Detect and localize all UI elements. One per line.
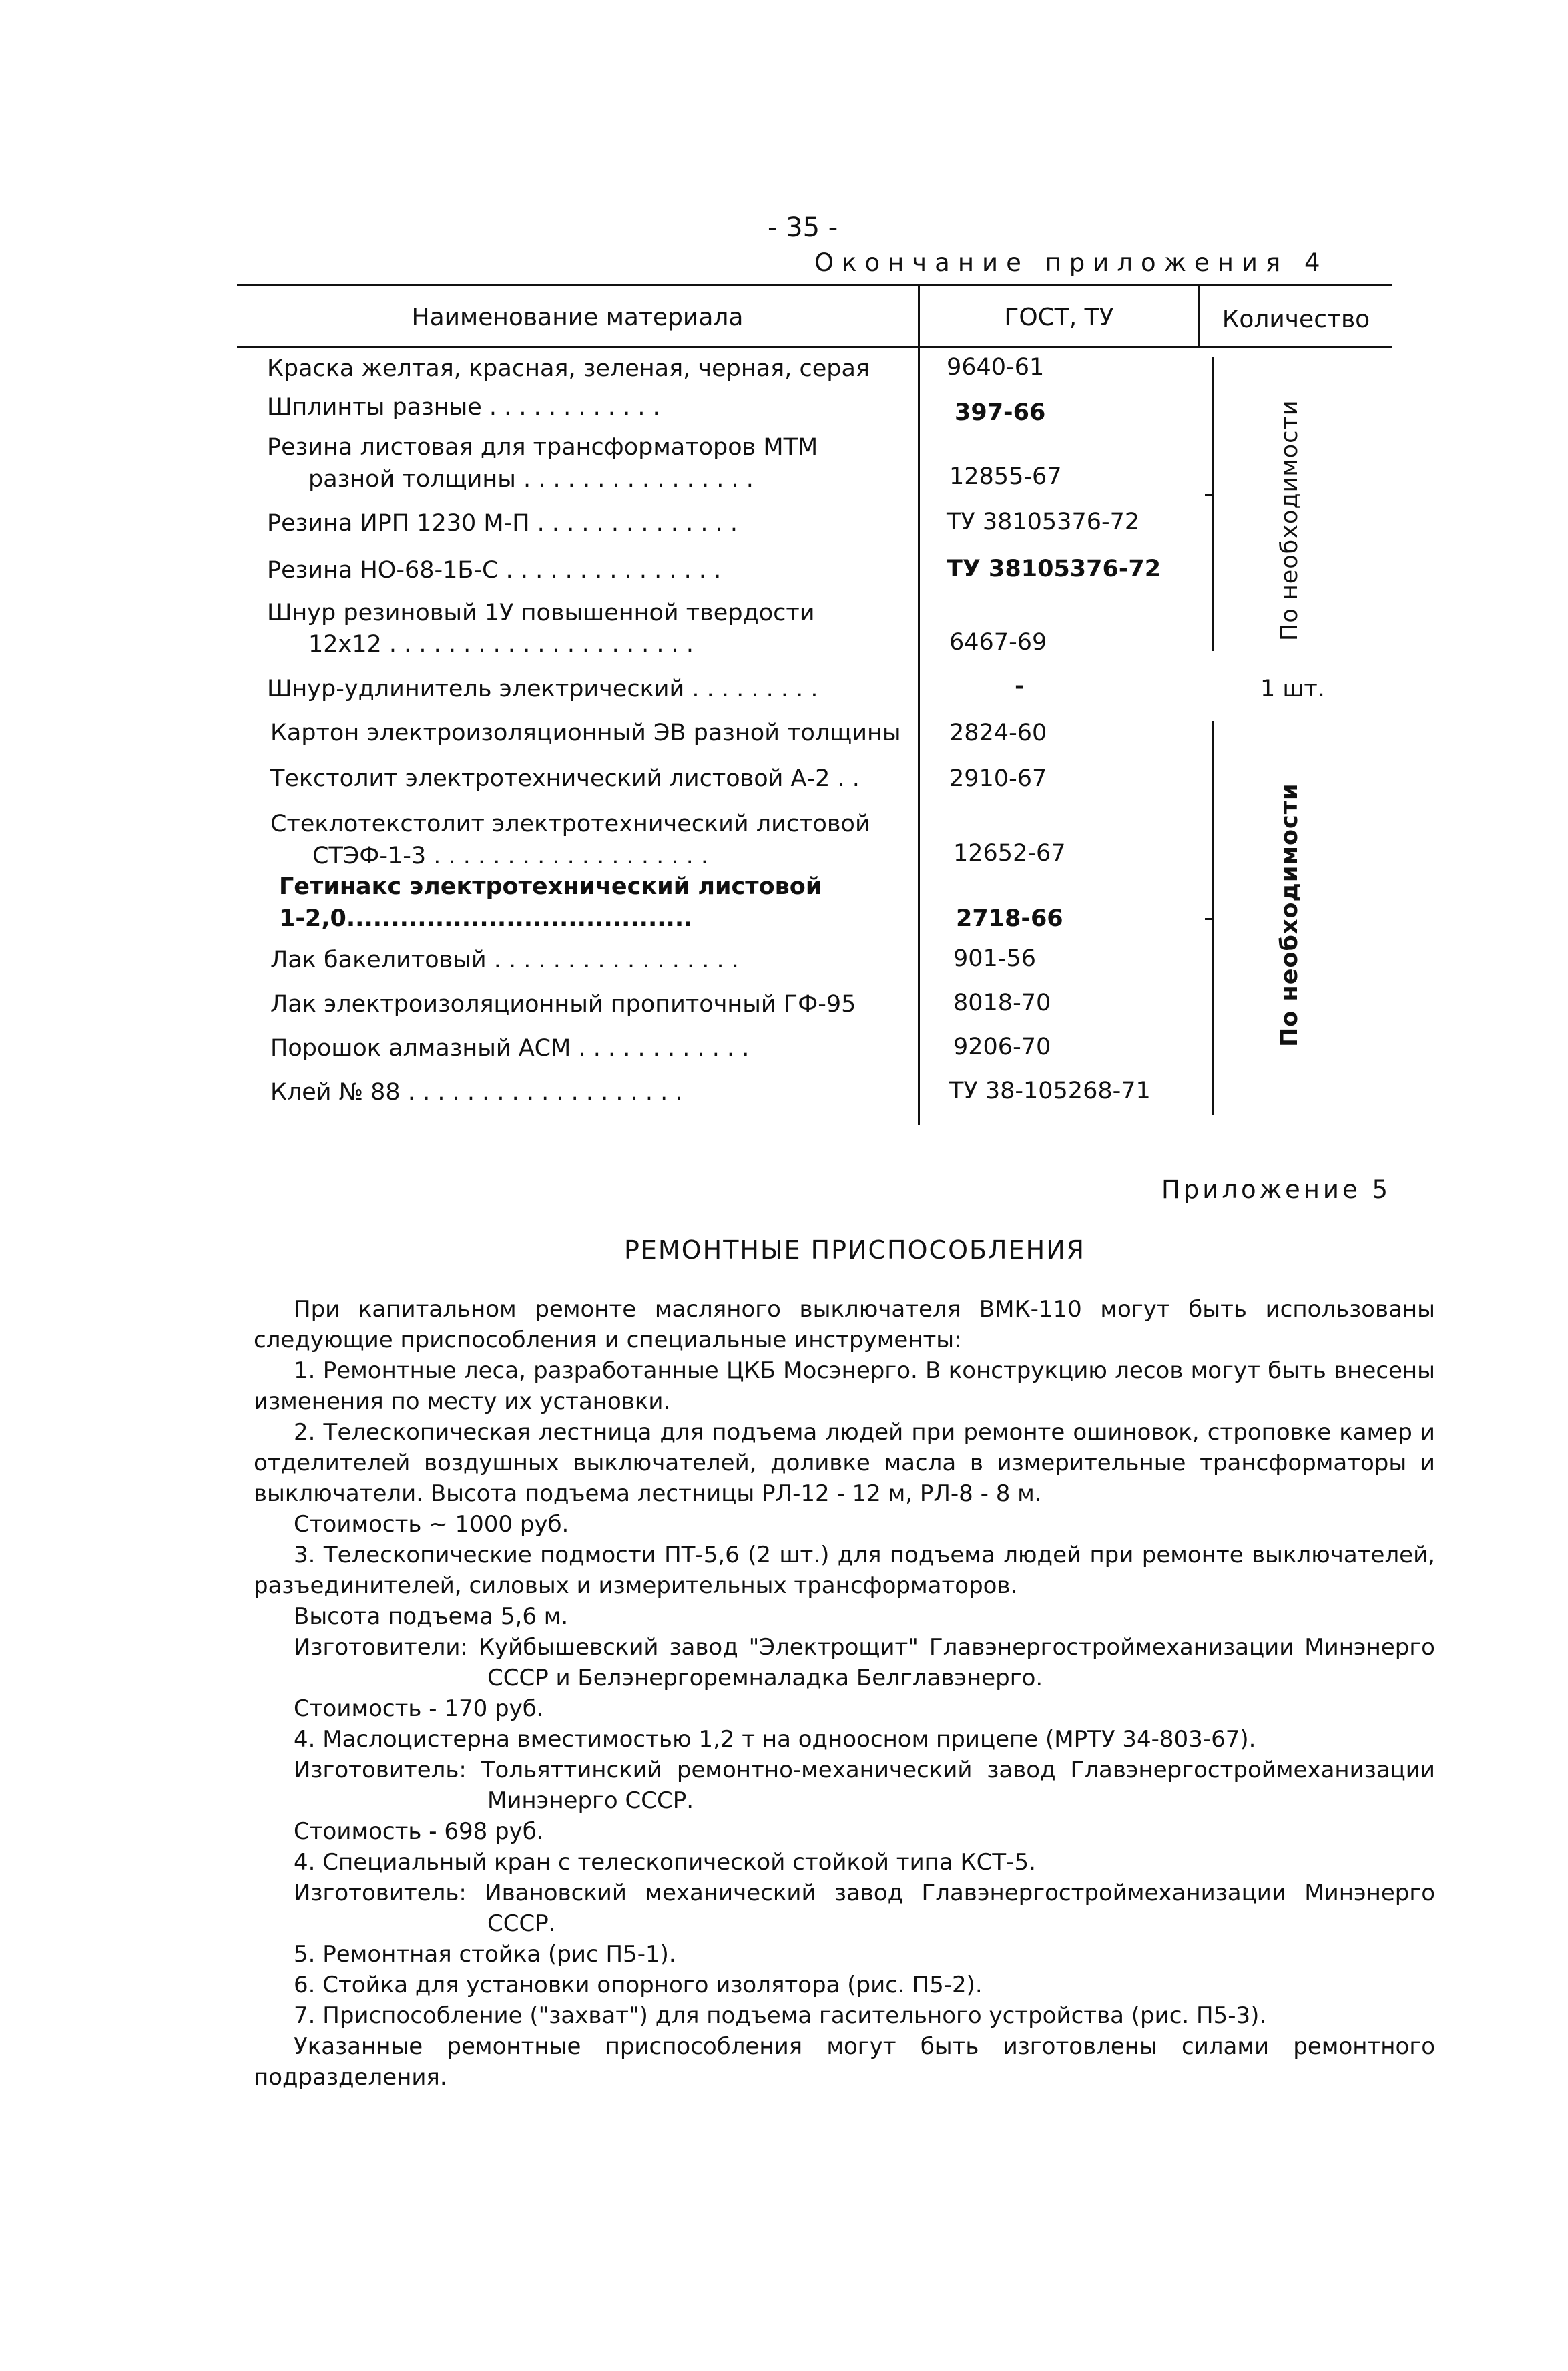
gost-value: - xyxy=(1015,673,1025,700)
gost-value: 2910-67 xyxy=(949,765,1047,792)
appendix-title: РЕМОНТНЫЕ ПРИСПОСОБЛЕНИЯ xyxy=(624,1235,1086,1265)
page-number: - 35 - xyxy=(768,212,838,243)
paragraph: 4. Маслоцистерна вместимостью 1,2 т на одноосном прицепе (МРТУ 34-803-67). xyxy=(294,1726,1256,1753)
gost-value: 9206-70 xyxy=(953,1034,1051,1060)
col-header-gost: ГОСТ, ТУ xyxy=(1004,304,1114,331)
material-name-cont: 12х12 . . . . . . . . . . . . . . . . . . . . . xyxy=(308,631,694,658)
material-name: Лак электроизоляционный пропиточный ГФ-95 xyxy=(270,991,856,1018)
material-name-cont: разной толщины . . . . . . . . . . . . . . . . xyxy=(308,466,754,493)
table-col-divider-1 xyxy=(918,284,920,1125)
table-header-rule xyxy=(237,346,1392,348)
material-name: Картон электроизоляционный ЭВ разной толщины xyxy=(270,720,901,746)
gost-value: 9640-61 xyxy=(947,354,1045,381)
material-name-cont: СТЭФ-1-3 . . . . . . . . . . . . . . . . . . . xyxy=(312,843,708,869)
paragraph: 6. Стойка для установки опорного изолятора (рис. П5-2). xyxy=(294,1972,983,1998)
quantity-group1-label: По необходимости xyxy=(1276,399,1303,641)
brace-group1-tip xyxy=(1205,494,1213,496)
gost-value: ТУ 38-105268-71 xyxy=(949,1078,1151,1104)
material-name: Клей № 88 . . . . . . . . . . . . . . . . . . . xyxy=(270,1079,683,1106)
paragraph: 4. Специальный кран с телескопической стойкой типа КСТ-5. xyxy=(294,1849,1036,1876)
gost-value: ТУ 38105376-72 xyxy=(947,509,1140,535)
gost-value: ТУ 38105376-72 xyxy=(947,556,1161,582)
paragraph: 7. Приспособление ("захват") для подъема гасительного устройства (рис. П5-3). xyxy=(294,2002,1267,2029)
gost-value: 6467-69 xyxy=(949,629,1047,656)
paragraph: 1. Ремонтные леса, разработанные ЦКБ Мосэнерго. В конструкцию лесов могут быть внесены изменения по месту их установки. xyxy=(254,1357,1435,1415)
material-name: Резина ИРП 1230 М-П . . . . . . . . . . . . . . xyxy=(267,510,738,537)
gost-value: 397-66 xyxy=(955,399,1046,426)
material-name: Шнур-удлинитель электрический . . . . . . . . . xyxy=(267,676,818,702)
appendix-body xyxy=(254,1294,1435,2093)
material-name: Текстолит электротехнический листовой А-2 . . xyxy=(270,765,860,792)
paragraph: При капитальном ремонте масляного выключателя ВМК-110 могут быть использованы следующие приспособления и специальные инструменты: xyxy=(254,1296,1435,1353)
material-name: Резина НО-68-1Б-С . . . . . . . . . . . . . . . xyxy=(267,557,722,584)
material-name: Гетинакс электротехнический листовой xyxy=(279,873,822,900)
gost-value: 8018-70 xyxy=(953,990,1051,1016)
material-name: Стеклотекстолит электротехнический листовой xyxy=(270,811,870,837)
material-name: Порошок алмазный АСМ . . . . . . . . . . . . xyxy=(270,1035,750,1062)
paragraph: Изготовитель: Ивановский механический завод Главэнергостроймеханизации Минэнерго СССР. xyxy=(294,1880,1435,1937)
paragraph: Стоимость - 170 руб. xyxy=(294,1695,544,1722)
paragraph: Стоимость ~ 1000 руб. xyxy=(294,1511,569,1538)
paragraph: 3. Телескопические подмости ПТ-5,6 (2 шт.) для подъема людей при ремонте выключателей, разъединителей, силовых и измерительных трансформаторов. xyxy=(254,1542,1435,1599)
paragraph: Изготовители: Куйбышевский завод "Электрощит" Главэнергостроймеханизации Минэнерго СССР и Белэнергоремналадка Белглавэнерго. xyxy=(294,1634,1435,1691)
gost-value: 12855-67 xyxy=(949,463,1062,490)
continuation-heading: Окончание приложения 4 xyxy=(814,248,1328,277)
table-top-rule xyxy=(237,284,1392,286)
appendix-label: Приложение 5 xyxy=(1161,1175,1392,1204)
material-name: Лак бакелитовый . . . . . . . . . . . . . . . . . xyxy=(270,947,739,974)
quantity-group2-label: По необходимости xyxy=(1276,783,1303,1047)
paragraph: Изготовитель: Тольяттинский ремонтно-механический завод Главэнергостроймеханизации Минэнерго СССР. xyxy=(294,1757,1435,1814)
paragraph: 2. Телескопическая лестница для подъема людей при ремонте ошиновок, строповке камер и отделителей воздушных выключателей, доливке масла в измерительные трансформаторы и выключатели. Высота подъема лестницы РЛ-12 - 12 м, РЛ-8 - 8 м. xyxy=(254,1419,1435,1507)
material-name-cont: 1-2,0....................................... xyxy=(279,905,693,932)
material-name: Краска желтая, красная, зеленая, черная, серая xyxy=(267,355,870,382)
material-name: Резина листовая для трансформаторов МТМ xyxy=(267,434,818,461)
paragraph: Указанные ремонтные приспособления могут быть изготовлены силами ремонтного подразделения. xyxy=(254,2033,1435,2091)
material-name: Шнур резиновый 1У повышенной твердости xyxy=(267,600,815,626)
quantity-value: 1 шт. xyxy=(1260,676,1325,702)
gost-value: 12652-67 xyxy=(953,840,1066,867)
gost-value: 2718-66 xyxy=(956,905,1063,932)
paragraph: 5. Ремонтная стойка (рис П5-1). xyxy=(294,1941,676,1968)
col-header-qty: Количество xyxy=(1222,306,1370,333)
gost-value: 901-56 xyxy=(953,945,1036,972)
material-name: Шплинты разные . . . . . . . . . . . . xyxy=(267,394,660,421)
col-header-name: Наименование материала xyxy=(411,304,744,331)
gost-value: 2824-60 xyxy=(949,720,1047,746)
paragraph: Стоимость - 698 руб. xyxy=(294,1818,544,1845)
brace-group1 xyxy=(1212,357,1218,651)
paragraph: Высота подъема 5,6 м. xyxy=(294,1603,569,1630)
brace-group2-tip xyxy=(1205,918,1213,920)
